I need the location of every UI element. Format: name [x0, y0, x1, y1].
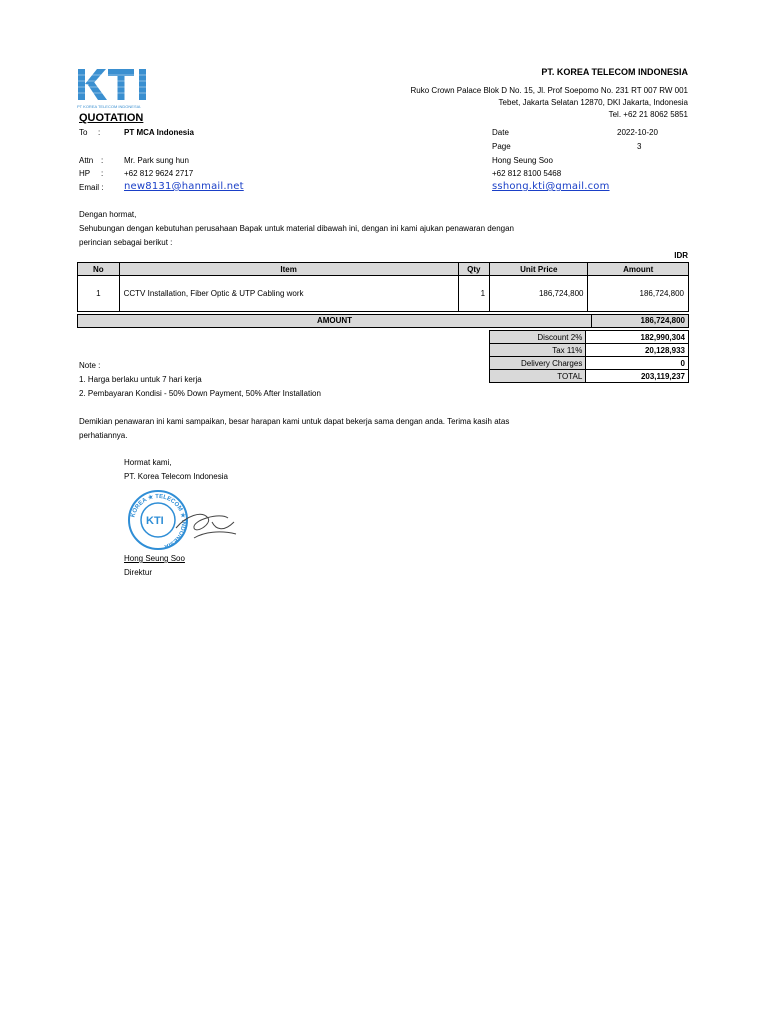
company-address-line2: Tebet, Jakarta Selatan 12870, DKI Jakarta, Indonesia — [498, 98, 688, 107]
signatory-title: Direktur — [124, 568, 153, 577]
contact-phone: +62 812 8100 5468 — [492, 169, 562, 178]
col-header-unit-price: Unit Price — [490, 263, 588, 276]
attn-value: Mr. Park sung hun — [124, 156, 189, 165]
hp-value: +62 812 9624 2717 — [124, 169, 194, 178]
total-label: TOTAL — [490, 370, 586, 383]
amount-label: AMOUNT — [316, 316, 353, 325]
table-header-row — [78, 263, 689, 276]
to-colon: : — [98, 128, 101, 137]
col-header-no: No — [78, 263, 120, 276]
col-header-amount: Amount — [588, 263, 689, 276]
discount-value: 182,990,304 — [586, 331, 689, 344]
company-stamp-signature — [124, 488, 249, 554]
recipient-email-link[interactable]: new8131@hanmail.net — [124, 181, 244, 192]
intro-line2: perincian sebagai berikut : — [79, 238, 173, 247]
amount-total-row — [77, 314, 689, 328]
col-header-qty: Qty — [458, 263, 489, 276]
closing-line2: perhatiannya. — [79, 431, 128, 440]
contact-name: Hong Seung Soo — [492, 156, 553, 165]
note-item-2: 2. Pembayaran Kondisi - 50% Down Payment, 50% After Installation — [79, 389, 321, 398]
svg-text:KOREA ★ TELECOM ★ INDONESIA: KOREA ★ TELECOM ★ INDONESIA — [130, 493, 187, 550]
intro-line1: Sehubungan dengan kebutuhan perusahaan Bapak untuk material dibawah ini, dengan ini kami ajukan penawaran dengan — [79, 224, 514, 233]
notes-title: Note : — [79, 361, 101, 370]
company-name: PT. KOREA TELECOM INDONESIA — [541, 67, 688, 77]
cell-amount: 186,724,800 — [588, 276, 689, 312]
greeting: Dengan hormat, — [79, 210, 137, 219]
closing-line1: Demikian penawaran ini kami sampaikan, besar harapan kami untuk dapat bekerja sama dengan anda. Terima kasih atas — [79, 417, 510, 426]
summary-row-delivery — [490, 357, 689, 370]
cell-unit-price: 186,724,800 — [490, 276, 588, 312]
email-label: Email : — [79, 183, 104, 192]
summary-row-total — [490, 370, 689, 383]
company-telephone: Tel. +62 21 8062 5851 — [608, 110, 688, 119]
page-value: 3 — [637, 142, 642, 151]
date-label: Date — [492, 128, 509, 137]
summary-row-tax — [490, 344, 689, 357]
signatory-name: Hong Seung Soo — [124, 554, 185, 563]
col-header-item: Item — [119, 263, 458, 276]
total-value: 203,119,237 — [586, 370, 689, 383]
cell-qty: 1 — [458, 276, 489, 312]
delivery-value: 0 — [586, 357, 689, 370]
summary-row-discount — [490, 331, 689, 344]
company-address-line1: Ruko Crown Palace Blok D No. 15, Jl. Prof Soepomo No. 231 RT 007 RW 001 — [410, 86, 688, 95]
to-label: To — [79, 128, 88, 137]
attn-colon: : — [101, 156, 104, 165]
svg-text:KTI: KTI — [146, 515, 164, 527]
amount-value: 186,724,800 — [591, 315, 688, 327]
signature-company: PT. Korea Telecom Indonesia — [124, 472, 228, 481]
page-label: Page — [492, 142, 511, 151]
summary-table — [489, 330, 689, 383]
logo-tagline: PT KOREA TELECOM INDONESIA — [77, 104, 141, 109]
cell-item: CCTV Installation, Fiber Optic & UTP Cabling work — [119, 276, 458, 312]
company-logo — [77, 66, 155, 112]
delivery-label: Delivery Charges — [490, 357, 586, 370]
contact-email-link[interactable]: sshong.kti@gmail.com — [492, 181, 610, 192]
tax-value: 20,128,933 — [586, 344, 689, 357]
cell-no: 1 — [78, 276, 120, 312]
hp-label: HP — [79, 169, 91, 178]
to-value: PT MCA Indonesia — [124, 128, 194, 137]
regards: Hormat kami, — [124, 458, 172, 467]
document-title: QUOTATION — [79, 112, 144, 124]
date-value: 2022-10-20 — [617, 128, 658, 137]
items-table — [77, 262, 689, 312]
discount-label: Discount 2% — [490, 331, 586, 344]
attn-label: Attn — [79, 156, 94, 165]
currency-label: IDR — [674, 251, 688, 260]
tax-label: Tax 11% — [490, 344, 586, 357]
note-item-1: 1. Harga berlaku untuk 7 hari kerja — [79, 375, 202, 384]
hp-colon: : — [101, 169, 104, 178]
table-row — [78, 276, 689, 312]
